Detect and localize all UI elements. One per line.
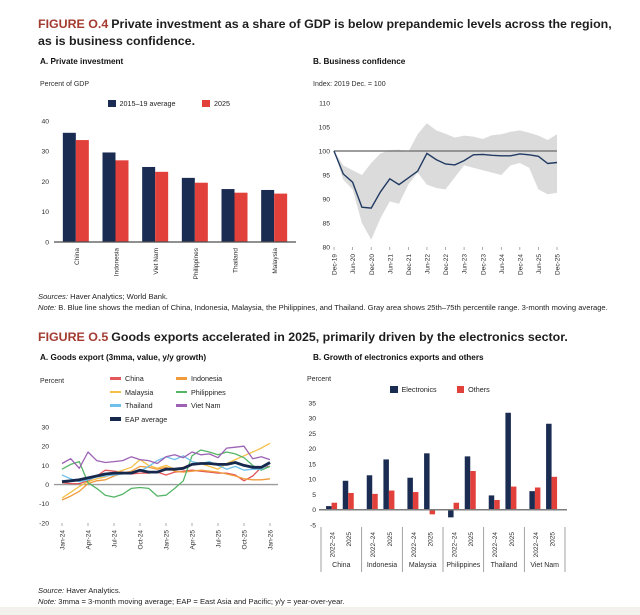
bar <box>222 189 235 242</box>
axis-label: 100 <box>318 148 330 156</box>
legend-swatch <box>176 377 187 379</box>
bar <box>529 491 535 510</box>
axis-label: Dec-22 <box>443 254 451 275</box>
axis-label: -10 <box>39 501 49 509</box>
legend-label: Electronics <box>401 385 437 394</box>
bar <box>182 178 195 242</box>
legend-item <box>457 385 490 394</box>
bar <box>535 487 541 509</box>
figure4-label: FIGURE O.4 <box>38 17 109 31</box>
private-investment-chart <box>38 108 300 286</box>
percentile-band <box>334 123 557 240</box>
fig5-note-line <box>38 596 618 607</box>
axis-label: Philippines <box>446 562 481 569</box>
axis-label: 2025 <box>427 532 435 547</box>
bars <box>326 413 557 518</box>
axis-label: Dec-24 <box>517 254 525 275</box>
bar <box>424 453 430 509</box>
electronics-growth-chart <box>300 395 592 583</box>
legend-item <box>176 374 266 383</box>
fig4-sources-label: Sources: <box>38 292 68 301</box>
axis-label: 2022–24 <box>370 532 378 558</box>
legend-swatch <box>110 377 121 379</box>
axis-label: 2022–24 <box>410 532 418 558</box>
figure5-title-text: Goods exports accelerated in 2025, primarily driven by the electronics sector. <box>111 330 568 344</box>
legend-swatch <box>176 404 187 406</box>
legend-swatch <box>390 386 398 394</box>
bar <box>116 160 129 242</box>
axis-label: Malaysia <box>408 562 437 569</box>
fig4-panel-a-title: A. Private investment <box>40 57 124 66</box>
legend-label: China <box>125 374 144 383</box>
legend-item <box>202 99 230 108</box>
axis-label: Viet Nam <box>153 248 161 275</box>
axis-label: -20 <box>39 520 49 528</box>
axis-label: 40 <box>41 118 49 126</box>
axis-label: 20 <box>41 443 49 451</box>
bar <box>348 493 354 510</box>
axis-label: 85 <box>322 220 330 228</box>
axis-label: 2022–24 <box>492 532 500 558</box>
bar <box>367 475 373 509</box>
bars <box>63 133 287 242</box>
legend-item <box>176 388 266 397</box>
figure4-heading <box>38 16 616 51</box>
legend-item <box>176 401 266 410</box>
axis-label: Apr-25 <box>189 530 197 550</box>
legend-label: 2025 <box>213 99 230 108</box>
axis-label: 15 <box>308 461 316 469</box>
axis-label: 10 <box>41 209 49 217</box>
fig5-panel-a-title: A. Goods export (3mma, value, y/y growth) <box>40 353 207 362</box>
legend-item <box>110 374 176 383</box>
legend-label: EAP average <box>125 414 168 424</box>
fig4-panel-a-unit: Percent of GDP <box>40 81 90 88</box>
axis-label: Dec-23 <box>480 254 488 275</box>
bar <box>383 459 389 509</box>
fig4a-legend <box>108 99 230 108</box>
axis-label: 2022–24 <box>451 532 459 558</box>
bar <box>372 494 378 510</box>
axis-label: Jan-25 <box>163 530 171 550</box>
axis-label: 80 <box>322 244 330 252</box>
axis-label: 35 <box>308 400 316 408</box>
axis-label: Oct-25 <box>241 530 249 550</box>
axis-label: Indonesia <box>113 248 121 277</box>
axis-label: 95 <box>322 172 330 180</box>
axis-label: Jan-24 <box>59 530 67 550</box>
axis-label: 10 <box>41 462 49 470</box>
bar <box>155 172 168 242</box>
bar <box>261 190 274 242</box>
axis-label: 20 <box>41 178 49 186</box>
fig5-source-line <box>38 585 618 596</box>
axis-label: 2022–24 <box>532 532 540 558</box>
fig5-panel-b-title: B. Growth of electronics exports and others <box>313 353 484 362</box>
legend-label: Viet Nam <box>191 401 221 410</box>
fig5-panel-b-unit: Percent <box>307 376 332 383</box>
bar <box>195 183 208 242</box>
fig4-note-text: B. Blue line shows the median of China, Indonesia, Malaysia, the Philippines, and Thailand. Gray area shows 25th–75th percentile range. 3-month moving average. <box>58 303 608 312</box>
axis-label: Oct-24 <box>137 530 145 550</box>
axis-label: Dec-25 <box>554 254 562 275</box>
fig4-note-label: Note: <box>38 303 57 312</box>
fig5-note-label: Note: <box>38 597 57 606</box>
bar <box>76 140 89 242</box>
bar <box>389 491 395 510</box>
axis-label: 2025 <box>508 532 516 547</box>
legend-swatch <box>108 100 116 108</box>
bar <box>546 424 552 510</box>
legend-label: Thailand <box>125 401 153 410</box>
legend-label: Malaysia <box>125 387 154 397</box>
business-confidence-chart <box>312 95 584 287</box>
axis-label: Dec-20 <box>368 254 376 275</box>
legend-label: Others <box>468 385 490 394</box>
axis-label: Malaysia <box>272 248 280 274</box>
axis-label: Viet Nam <box>530 562 560 569</box>
fig5a-legend <box>110 374 266 424</box>
axis-label: 2025 <box>346 532 354 547</box>
fig4-panel-b-unit: Index: 2019 Dec. = 100 <box>313 81 386 88</box>
axis-label: 2025 <box>549 532 557 547</box>
axis-label: 30 <box>308 415 316 423</box>
bar <box>343 481 349 510</box>
bar <box>142 167 155 242</box>
legend-swatch <box>176 391 187 393</box>
bar <box>494 500 500 510</box>
axis-label: -5 <box>309 522 316 530</box>
figure4-title-text: Private investment as a share of GDP is below prepandemic levels across the region, as is business confidence. <box>38 17 612 49</box>
axis-label: 105 <box>318 124 330 132</box>
fig5-source-label: Source: <box>38 586 65 595</box>
bar <box>235 193 248 242</box>
fig5b-legend <box>390 385 490 394</box>
page-footer-strip <box>0 607 640 615</box>
axis-label: Jun-23 <box>461 254 469 274</box>
axis-label: Philippines <box>192 248 200 280</box>
axis-label: Jun-24 <box>498 254 506 274</box>
legend-label: Philippines <box>191 387 226 397</box>
axis-label: Apr-24 <box>85 530 93 550</box>
fig5-source-text: Haver Analytics. <box>66 586 121 595</box>
legend-item <box>110 388 176 397</box>
bar <box>103 152 116 242</box>
axis-label: Indonesia <box>366 562 398 569</box>
bar <box>552 477 558 510</box>
axis-label: Jul-24 <box>111 530 119 548</box>
axis-label: 90 <box>322 196 330 204</box>
axis-label: 2022–24 <box>329 532 337 558</box>
bar <box>448 510 454 518</box>
axis-label: Jun-22 <box>424 254 432 274</box>
axis-label: Thailand <box>490 562 518 569</box>
axis-label: Jun-21 <box>387 254 395 274</box>
fig5-note-text: 3mma = 3-month moving average; EAP = East Asia and Pacific; y/y = year-over-year. <box>58 597 345 606</box>
legend-label: Indonesia <box>191 374 223 383</box>
bar <box>413 492 419 510</box>
legend-swatch <box>202 100 210 108</box>
goods-export-chart <box>38 418 304 570</box>
axis-label: Jun-25 <box>536 254 544 274</box>
axis-label: 0 <box>45 239 49 247</box>
axis-label: Jan-26 <box>267 530 275 550</box>
fig4-sources-text: Haver Analytics; World Bank. <box>70 292 168 301</box>
legend-swatch <box>110 404 121 406</box>
axis-label: 20 <box>308 446 316 454</box>
legend-item <box>390 385 437 394</box>
bar <box>454 503 460 510</box>
axis-label: 25 <box>308 430 316 438</box>
axis-label: 10 <box>308 476 316 484</box>
axis-label: China <box>73 248 81 265</box>
axis-label: 0 <box>312 507 316 515</box>
axis-label: 30 <box>41 424 49 432</box>
legend-swatch <box>457 386 465 394</box>
fig4-note-line <box>38 302 628 313</box>
legend-item <box>108 99 175 108</box>
axis-label: Thailand <box>232 248 240 273</box>
bar <box>511 487 517 510</box>
bar <box>63 133 76 242</box>
bar <box>470 471 476 510</box>
legend-swatch <box>110 391 121 393</box>
axis-label: Dec-19 <box>331 254 339 275</box>
axis-label: 0 <box>45 482 49 489</box>
legend-item <box>110 401 176 410</box>
axis-label: Jun-20 <box>350 254 358 274</box>
axis-label: Dec-21 <box>405 254 413 275</box>
bar <box>465 456 471 509</box>
figure5-heading <box>38 329 628 346</box>
fig4-sources-line <box>38 291 618 302</box>
axis-label: 110 <box>319 100 330 108</box>
bar <box>407 478 413 510</box>
axis-label: China <box>332 562 351 569</box>
bar <box>489 495 495 509</box>
bar <box>505 413 511 510</box>
axis-label: 2025 <box>386 532 394 547</box>
bar <box>274 194 287 242</box>
fig5-panel-a-unit: Percent <box>40 378 65 385</box>
bar <box>332 503 338 510</box>
axis-label: 5 <box>312 491 316 499</box>
axis-label: 30 <box>41 148 49 156</box>
fig4-panel-b-title: B. Business confidence <box>313 57 406 66</box>
axis-label: Jul-25 <box>215 530 223 548</box>
figure5-label: FIGURE O.5 <box>38 330 109 344</box>
legend-label: 2015–19 average <box>119 99 176 108</box>
axis-label: 2025 <box>468 532 476 547</box>
